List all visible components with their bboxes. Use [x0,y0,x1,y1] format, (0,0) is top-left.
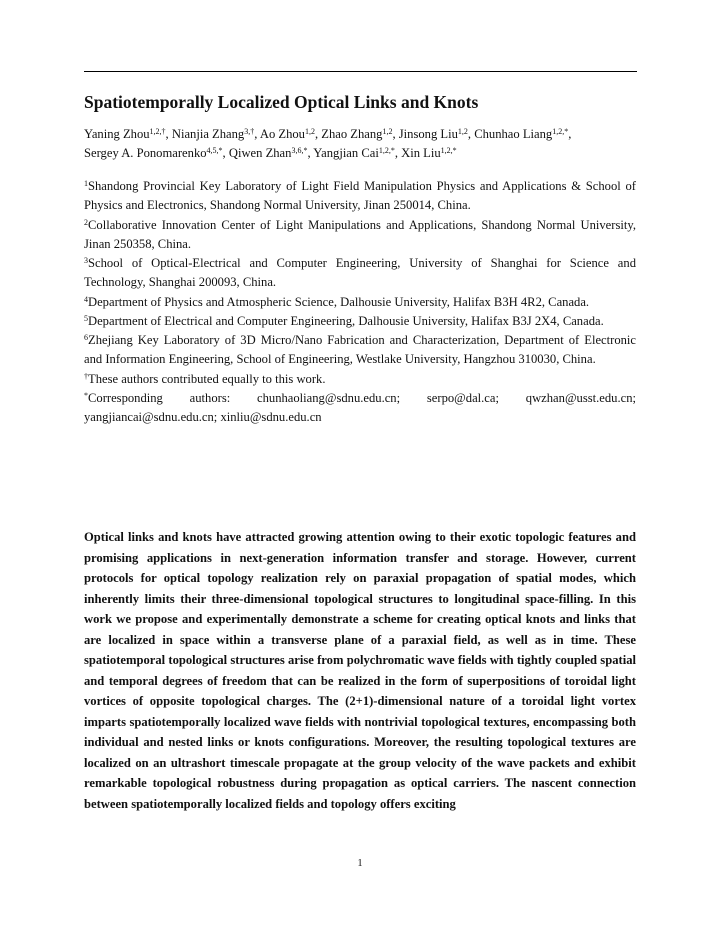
author: Qiwen Zhan$^{3,6,*}$, [228,146,314,160]
affiliation: $^5$Department of Electrical and Computer Engineering, Dalhousie University, Halifax B3J 2X4, Canada. [84,313,604,328]
affiliation: $^1$Shandong Provincial Key Laboratory of Light Field Manipulation Physics and Applications & School of Physics and Electronics, Shandong Normal University, Jinan 250014, China. [84,179,636,213]
author: Xin Liu$^{1,2,*}$ [401,146,457,160]
abstract: Optical links and knots have attracted growing attention owing to their exotic topologic features and promising applications in next-generation information transfer and storage. However, current protocols for optical topology realization rely on paraxial propagation of spatial modes, which inherently limits their three-dimensional topological structures to longitudinal space-filling. In this work we propose and experimentally demonstrate a scheme for creating optical knots and links that are localized in space within a transverse plane of a paraxial field, as well as in time. These spatiotemporal topological structures arise from polychromatic wave fields with tightly coupled spatial and temporal degrees of freedom that can be realized in the form of superpositions of toroidal light vortices of opposite topological charges. The (2+1)-dimensional nature of a toroidal light vortex imparts spatiotemporally localized wave fields with nontrivial topological textures, encompassing both individual and nested links or knots configurations. Moreover, the resulting topological textures are localized on an ultrashort timescale propagate at the group velocity of the wave packets and exhibit remarkable topological robustness during propagation as optical carriers. The nascent connection between spatiotemporally localized fields and topology offers exciting [84,530,636,811]
page-number: 1 [357,858,363,869]
paper-title: Spatiotemporally Localized Optical Links and Knots [84,92,479,112]
author-list [84,125,639,163]
header-rule [84,71,637,72]
corresponding-authors-note: *Corresponding authors: chunhaoliang@sdnu.edu.cn; serpo@dal.ca; qwzhan@usst.edu.cn; yangjiancai@sdnu.edu.cn; xinliu@sdnu.edu.cn [84,390,636,424]
author: Ao Zhou$^{1,2}$, [259,127,322,141]
author: Yaning Zhou$^{1,2,\dagger}$, [84,127,172,141]
affiliation: $^6$Zhejiang Key Laboratory of 3D Micro/Nano Fabrication and Characterization, Department of Electronic and Information Engineering, School of Engineering, Westlake University, Hangzhou 310030, China. [84,333,636,367]
affiliation: $^4$Department of Physics and Atmospheric Science, Dalhousie University, Halifax B3H 4R2, Canada. [84,294,590,309]
author: Zhao Zhang$^{1,2}$, [321,127,399,141]
author: Jinsong Liu$^{1,2}$, [398,127,475,141]
affiliation-list [84,177,636,427]
affiliation: $^3$School of Optical-Electrical and Computer Engineering, University of Shanghai for Science and Technology, Shanghai 200093, China. [84,256,636,290]
equal-contribution-note: †These authors contributed equally to this work. [84,371,326,386]
author: Sergey A. Ponomarenko$^{4,5,*}$, [84,146,229,160]
author: Nianjia Zhang$^{3,\dagger}$, [171,127,260,141]
author: Yangjian Cai$^{1,2,*}$, [313,146,402,160]
affiliation: $^2$Collaborative Innovation Center of Light Manipulations and Applications, Shandong Normal University, Jinan 250358, China. [84,217,636,251]
author: Chunhao Liang$^{1,2,*}$, [474,127,572,141]
